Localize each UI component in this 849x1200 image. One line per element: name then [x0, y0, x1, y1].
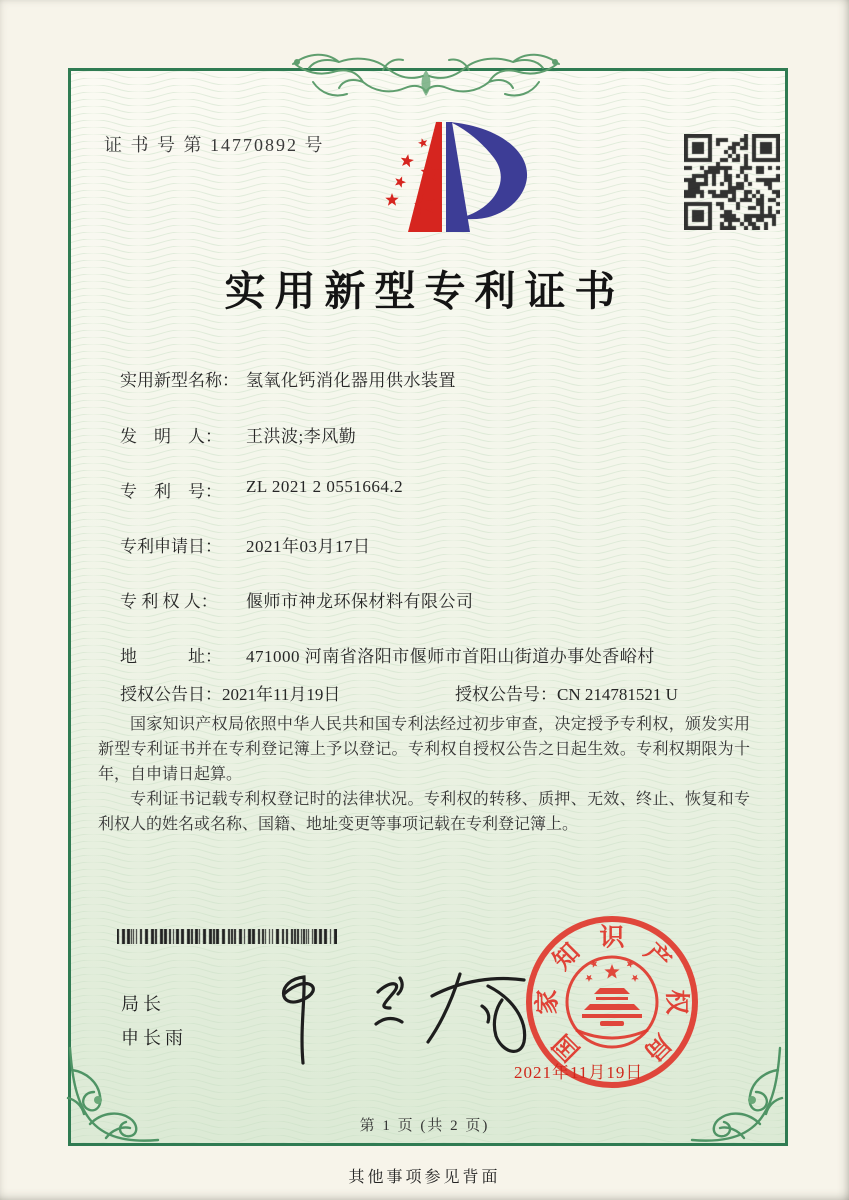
- svg-text:国: 国: [548, 1028, 586, 1066]
- field-value: 471000 河南省洛阳市偃师市首阳山街道办事处香峪村: [246, 647, 655, 666]
- field-value: ZL 2021 2 0551664.2: [246, 477, 404, 496]
- seal-date: 2021年11月19日: [514, 1063, 644, 1082]
- svg-text:产: 产: [638, 938, 676, 976]
- legal-paragraph-2: 专利证书记载专利权登记时的法律状况。专利权的转移、质押、无效、终止、恢复和专利权人的姓名或名称、国籍、地址变更等事项记载在专利登记簿上。: [98, 791, 750, 833]
- field-value: 2021年03月17日: [246, 537, 371, 556]
- legal-paragraph-1: 国家知识产权局依照中华人民共和国专利法经过初步审查，决定授予专利权，颁发实用新型专利证书并在专利登记簿上予以登记。专利权自授权公告之日起生效。专利权期限为十年，自申请日起算。: [98, 716, 750, 783]
- svg-text:识: 识: [599, 924, 625, 952]
- dragon-ornament-top: [283, 42, 569, 104]
- grant-row: [120, 680, 678, 705]
- field-row-filing-date: [120, 532, 371, 557]
- field-label: 专利申请日：: [120, 537, 222, 556]
- field-label: 专 利 号：: [120, 482, 222, 501]
- field-row-name: [120, 366, 456, 391]
- field-row-patent-no: [120, 477, 403, 502]
- qr-code: [684, 134, 780, 230]
- field-row-address: [120, 642, 655, 667]
- svg-text:权: 权: [662, 989, 690, 1015]
- grant-no-label: 授权公告号：: [455, 685, 557, 704]
- field-row-patentee: [120, 587, 474, 612]
- field-label: 地 址：: [120, 647, 222, 666]
- certificate-title: 实用新型专利证书: [224, 268, 625, 314]
- svg-text:知: 知: [548, 938, 586, 976]
- page-number: 第 1 页 (共 2 页): [359, 1118, 490, 1134]
- signature-handwriting: [250, 966, 550, 1066]
- field-label: 实用新型名称：: [120, 371, 239, 390]
- certificate-number: 证 书 号 第 14770892 号: [104, 135, 325, 155]
- back-note: 其他事项参见背面: [348, 1169, 501, 1186]
- svg-text:家: 家: [534, 989, 562, 1015]
- svg-text:局: 局: [638, 1028, 676, 1066]
- field-value: 氢氧化钙消化器用供水装置: [246, 371, 456, 390]
- signer-name: 申长雨: [121, 1028, 187, 1048]
- field-value: 偃师市神龙环保材料有限公司: [246, 592, 474, 611]
- signer-title: 局长: [121, 994, 165, 1014]
- field-row-inventor: [120, 422, 356, 447]
- grant-date-value: 2021年11月19日: [222, 685, 341, 704]
- legal-text: [98, 712, 750, 837]
- field-value: 王洪波;李风勤: [246, 427, 357, 446]
- field-label: 发 明 人：: [120, 427, 222, 446]
- grant-date-label: 授权公告日：: [120, 685, 222, 704]
- grant-no-value: CN 214781521 U: [557, 685, 678, 704]
- field-label: 专 利 权 人：: [120, 592, 218, 611]
- barcode: [117, 929, 337, 944]
- cnipa-logo: [346, 116, 546, 238]
